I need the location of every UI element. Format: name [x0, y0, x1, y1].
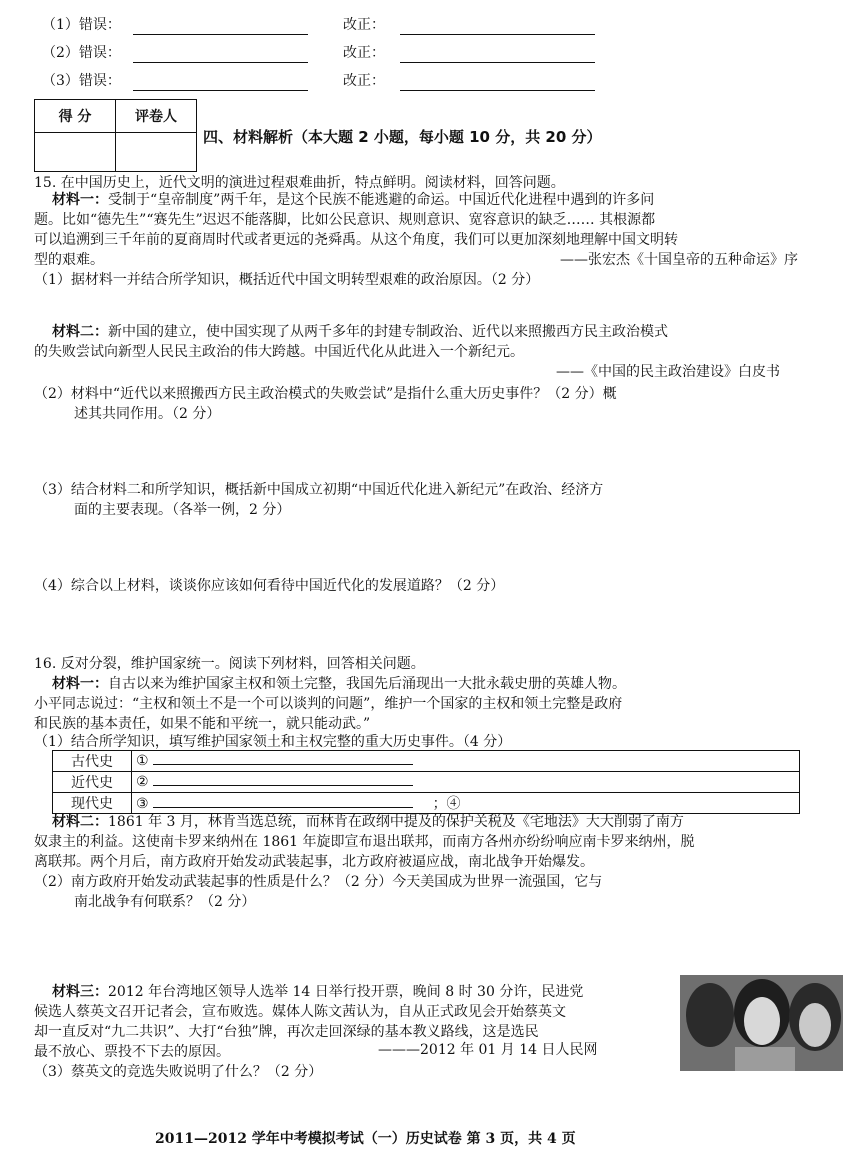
- q15-intro: 15. 在中国历史上，近代文明的演进过程艰难曲折，特点鲜明。阅读材料，回答问题。: [34, 175, 565, 191]
- material-text: 最不放心、票投不下去的原因。: [34, 1044, 230, 1060]
- correction-answer-line[interactable]: [400, 62, 595, 63]
- material-text: 题。比如“德先生”“赛先生”迟迟不能落脚，比如公民意识、规则意识、宽容意识的缺乏…… 其根源都: [34, 212, 656, 228]
- page-footer: 2011—2012 学年中考模拟考试（一）历史试卷 第 3 页，共 4 页: [155, 1131, 576, 1147]
- q16-question-3: （3）蔡英文的竞选失败说明了什么？（2 分）: [34, 1064, 323, 1080]
- grader-header: 评卷人: [116, 100, 197, 133]
- correction-answer-line[interactable]: [400, 90, 595, 91]
- error-label: （3）错误：: [42, 73, 121, 89]
- error-label: （1）错误：: [42, 17, 121, 33]
- material-text: 小平同志说过：“主权和领土不是一个可以谈判的问题”，维护一个国家的主权和领土完整是政府: [34, 696, 623, 712]
- error-answer-line[interactable]: [133, 34, 308, 35]
- q15-question-3-cont: 面的主要表现。（各举一例，2 分）: [74, 502, 291, 518]
- material-text: 和民族的基本责任，如果不能和平统一，就只能动武。”: [34, 716, 371, 732]
- q16-question-2-cont: 南北战争有何联系？（2 分）: [74, 894, 256, 910]
- table-row: [53, 772, 800, 793]
- error-answer-line[interactable]: [133, 90, 308, 91]
- q15-question-3: （3）结合材料二和所学知识，概括新中国成立初期“中国近代化进入新纪元”在政治、经济方: [34, 482, 604, 498]
- material-text: 2012 年台湾地区领导人选举 14 日举行投开票，晚间 8 时 30 分许，民进党: [108, 984, 584, 1000]
- material-label: 材料一：: [52, 676, 108, 692]
- q16-material-1: [52, 674, 626, 694]
- table-row: [53, 793, 800, 814]
- q16-question-2: （2）南方政府开始发动武装起事的性质是什么？（2 分）今天美国成为世界一流强国，它与: [34, 874, 603, 890]
- slot-marker: ③: [136, 796, 149, 812]
- slot-marker: ①: [136, 753, 149, 769]
- material-text: 可以追溯到三千年前的夏商周时代或者更远的尧舜禹。从这个角度，我们可以更加深刻地理解中国文明转: [34, 232, 678, 248]
- material-label: 材料二：: [52, 814, 108, 830]
- events-table: [52, 750, 800, 814]
- section-title: 四、材料解析（本大题 2 小题，每小题 10 分，共 20 分）: [203, 128, 602, 146]
- material-text: 的失败尝试向新型人民民主政治的伟大跨越。中国近代化从此进入一个新纪元。: [34, 344, 524, 360]
- error-label: （2）错误：: [42, 45, 121, 61]
- q15-material-2: [52, 322, 668, 342]
- q15-material-1: [52, 190, 654, 210]
- q16-material-3: [52, 982, 583, 1002]
- grader-cell[interactable]: [116, 133, 197, 172]
- material-text: 自古以来为维护国家主权和领土完整，我国先后涌现出一大批永载史册的英雄人物。: [108, 676, 626, 692]
- material-text: 却一直反对“九二共识”、大打“台独”牌，再次走回深绿的基本教义路线，这是选民: [34, 1024, 539, 1040]
- score-header: 得 分: [35, 100, 116, 133]
- error-answer-line[interactable]: [133, 62, 308, 63]
- material-source: ——张宏杰《十国皇帝的五种命运》序: [560, 252, 798, 268]
- material-label: 材料一：: [52, 192, 108, 208]
- answer-cell[interactable]: [132, 751, 800, 772]
- q15-question-2-cont: 述其共同作用。（2 分）: [74, 406, 221, 422]
- news-photo: [680, 975, 843, 1071]
- news-photo-image: [680, 975, 843, 1071]
- correction-label: 改正：: [343, 17, 385, 33]
- period-cell: 近代史: [53, 772, 132, 793]
- answer-cell[interactable]: [132, 772, 800, 793]
- q16-material-2: [52, 812, 684, 832]
- period-cell: 古代史: [53, 751, 132, 772]
- table-row: [53, 751, 800, 772]
- score-cell[interactable]: [35, 133, 116, 172]
- q16-question-1: （1）结合所学知识，填写维护国家领土和主权完整的重大历史事件。（4 分）: [34, 734, 512, 750]
- material-text: 新中国的建立，使中国实现了从两千多年的封建专制政治、近代以来照搬西方民主政治模式: [108, 324, 668, 340]
- material-text: 型的艰难。: [34, 252, 104, 268]
- material-text: 候选人蔡英文召开记者会，宣布败选。媒体人陈文茜认为，自从正式政见会开始蔡英文: [34, 1004, 566, 1020]
- correction-label: 改正：: [343, 73, 385, 89]
- material-text: 1861 年 3 月，林肯当选总统，而林肯在政纲中提及的保护关税及《宅地法》大大削弱了南方: [108, 814, 684, 830]
- q15-question-2: （2）材料中“近代以来照搬西方民主政治模式的失败尝试”是指什么重大历史事件？（2 分）概: [34, 386, 617, 402]
- material-text: 受制于“皇帝制度”两千年，是这个民族不能逃避的命运。中国近代化进程中遇到的许多问: [108, 192, 655, 208]
- material-label: 材料三：: [52, 984, 108, 1000]
- material-text: 离联邦。两个月后，南方政府开始发动武装起事，北方政府被逼应战，南北战争开始爆发。: [34, 854, 594, 870]
- answer-cell[interactable]: [132, 793, 800, 814]
- slot-marker: ；④: [432, 796, 461, 812]
- correction-answer-line[interactable]: [400, 34, 595, 35]
- q16-intro: 16. 反对分裂，维护国家统一。阅读下列材料，回答相关问题。: [34, 656, 425, 672]
- material-text: 奴隶主的利益。这使南卡罗来纳州在 1861 年旋即宣布退出联邦，而南方各州亦纷纷响应南卡罗来纳州，脱: [34, 834, 695, 850]
- correction-label: 改正：: [343, 45, 385, 61]
- q15-question-1: （1）据材料一并结合所学知识，概括近代中国文明转型艰难的政治原因。（2 分）: [34, 272, 540, 288]
- q15-question-4: （4）综合以上材料，谈谈你应该如何看待中国近代化的发展道路？（2 分）: [34, 578, 505, 594]
- material-source: ———2012 年 01 月 14 日人民网: [378, 1042, 598, 1058]
- period-cell: 现代史: [53, 793, 132, 814]
- score-box: [34, 99, 197, 172]
- slot-marker: ②: [136, 774, 149, 790]
- material-source: ——《中国的民主政治建设》白皮书: [556, 364, 780, 380]
- material-label: 材料二：: [52, 324, 108, 340]
